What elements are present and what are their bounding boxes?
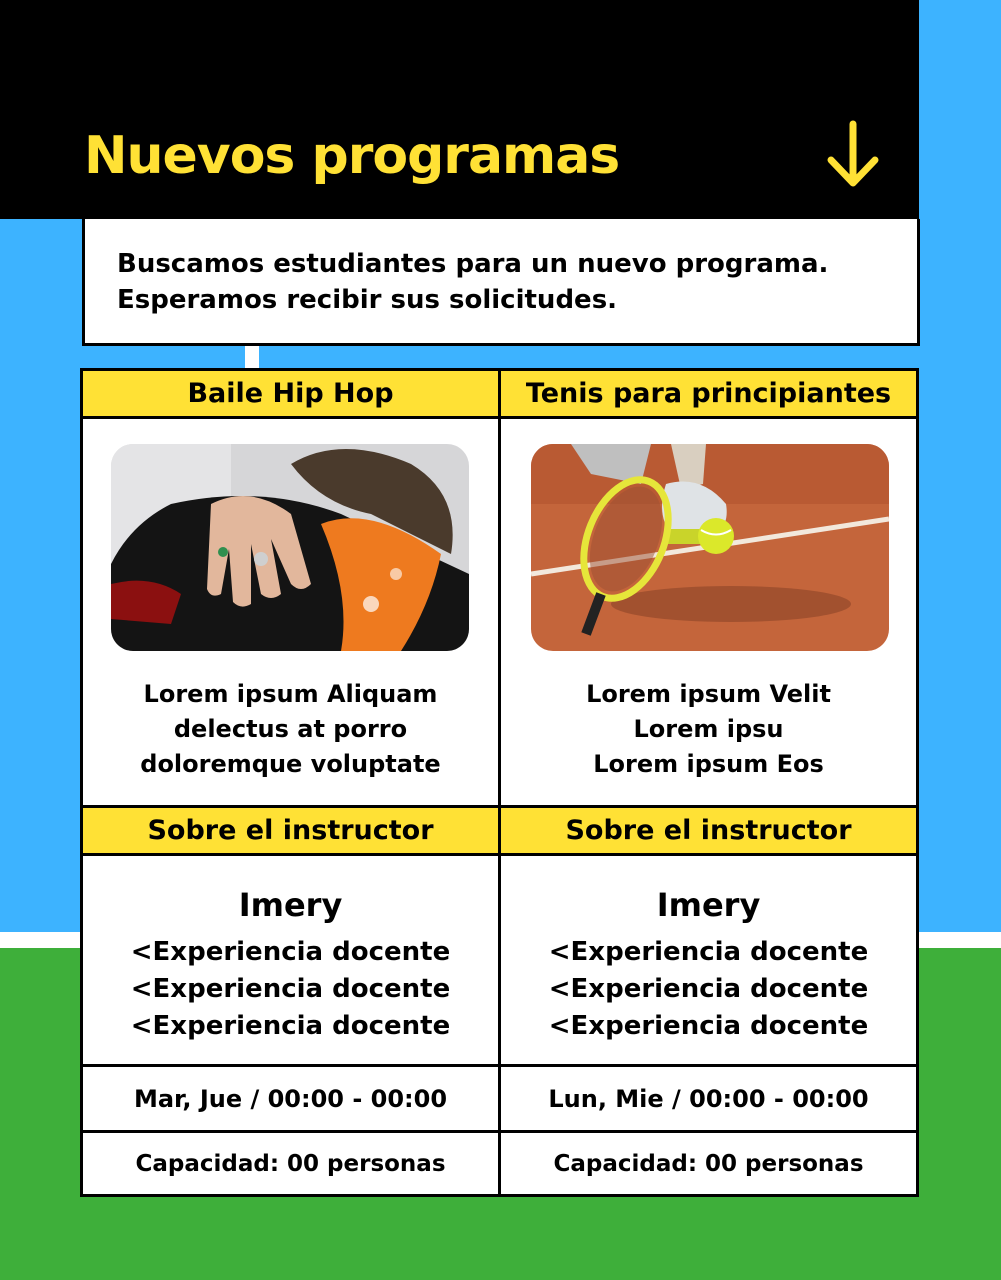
hip-hop-dancer-photo [111, 444, 469, 651]
description-line: Lorem ipsum Aliquam [143, 680, 438, 708]
instructor-name: Imery [238, 886, 343, 924]
instructor-experience [83, 934, 498, 1045]
arrow-down-icon [826, 120, 880, 190]
intro-box [82, 219, 920, 346]
page-title: Nuevos programas [84, 126, 620, 186]
court-post [245, 346, 259, 370]
program-card-tennis [501, 419, 916, 805]
program-description-tennis [501, 677, 916, 782]
experience-line: <Experiencia docente [548, 1011, 869, 1041]
instructor-experience [501, 934, 916, 1045]
intro-line-1: Buscamos estudiantes para un nuevo programa. [117, 249, 829, 279]
description-line: delectus at porro [173, 715, 408, 743]
program-title-hip-hop: Baile Hip Hop [83, 371, 498, 416]
program-capacity: Capacidad: 00 personas [501, 1133, 916, 1194]
program-card-hip-hop [83, 419, 498, 805]
programs-table [80, 368, 919, 1197]
description-line: Lorem ipsum Eos [593, 750, 824, 778]
experience-line: <Experiencia docente [130, 974, 451, 1004]
instructor-info [501, 856, 916, 1064]
header-banner [0, 0, 919, 219]
experience-line: <Experiencia docente [548, 937, 869, 967]
intro-line-2: Esperamos recibir sus solicitudes. [117, 285, 618, 315]
program-description-hip-hop [83, 677, 498, 782]
description-line: doloremque voluptate [140, 750, 441, 778]
program-title-tennis: Tenis para principiantes [501, 371, 916, 416]
tennis-player-photo [531, 444, 889, 651]
description-line: Lorem ipsu [633, 715, 784, 743]
instructor-info [83, 856, 498, 1064]
experience-line: <Experiencia docente [130, 1011, 451, 1041]
program-schedule: Mar, Jue / 00:00 - 00:00 [83, 1067, 498, 1130]
instructor-name: Imery [656, 886, 761, 924]
instructor-heading: Sobre el instructor [501, 808, 916, 853]
instructor-heading: Sobre el instructor [83, 808, 498, 853]
program-capacity: Capacidad: 00 personas [83, 1133, 498, 1194]
experience-line: <Experiencia docente [548, 974, 869, 1004]
program-schedule: Lun, Mie / 00:00 - 00:00 [501, 1067, 916, 1130]
description-line: Lorem ipsum Velit [586, 680, 831, 708]
experience-line: <Experiencia docente [130, 937, 451, 967]
